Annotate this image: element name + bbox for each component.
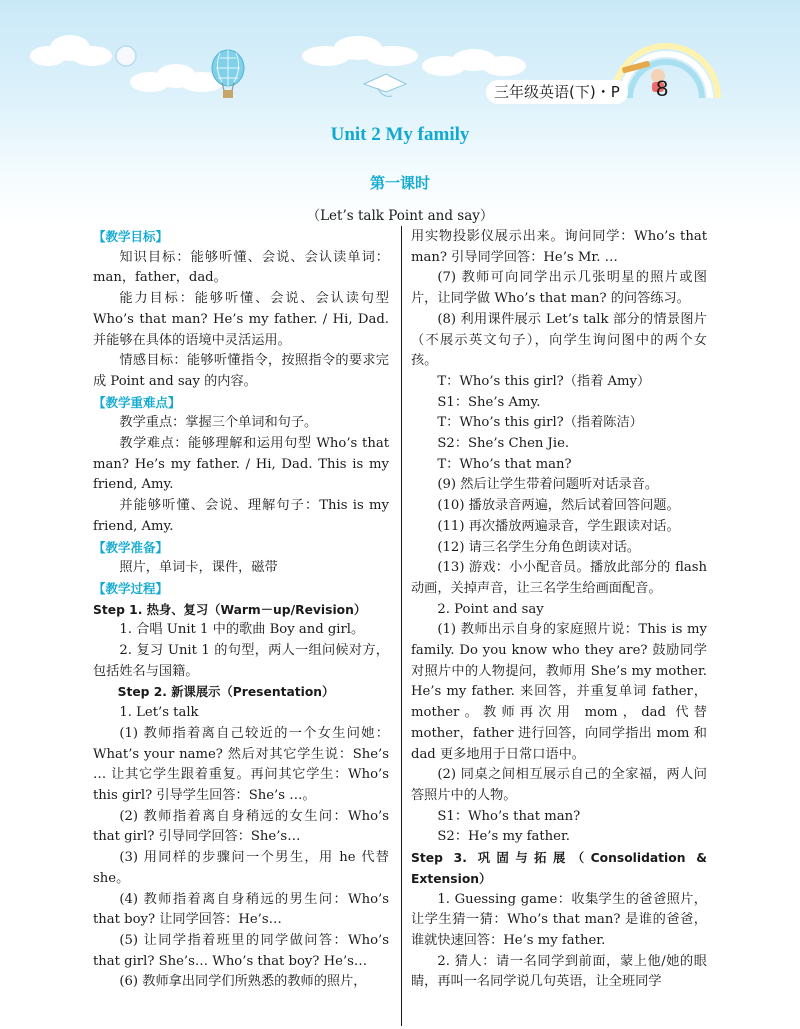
paragraph: S2：She’s Chen Jie. [437,436,570,452]
section-heading: 【教学准备】 [93,539,169,555]
paragraph: S1：She’s Amy. [437,394,541,410]
paragraph: (10) 播放录音两遍，然后试着回答问题。 [437,498,680,514]
paragraph: (5) 让同学指着班里的同学做问答：Who’s that girl? She’s… Who’s that boy? He’s… [93,932,389,969]
paragraph: S1：Who’s that man? [437,808,581,824]
right-column [411,227,707,993]
paragraph: 情感目标：能够听懂指令，按照指令的要求完成 Point and say 的内容。 [93,353,389,389]
lesson-subtitle: （Let’s talk Point and say） [306,208,494,224]
step-heading: Step 2. 新课展示（Presentation） [117,685,335,700]
paragraph: 2. Point and say [437,601,544,617]
paragraph: 教学难点：能够理解和运用句型 Who’s that man? He’s my father. / Hi, Dad. This is my friend, Amy. [93,436,389,493]
paragraph: 用实物投影仪展示出来。询问同学：Who’s that man? 引导同学回答：He’s Mr. … [411,229,707,265]
paragraph: T：Who’s that man? [437,456,572,472]
paragraph: 照片，单词卡，课件，磁带 [119,560,278,576]
lesson-title: 第一课时 [369,174,430,192]
paragraph: (1) 教师指着离自己较近的一个女生问她：What’s your name? 然后对其它学生说：She’s … 让其它学生跟着重复。再问其它学生：Who’s this girl? 引导学生回答：She’s …。 [93,725,389,803]
paragraph: 1. Guessing game：收集学生的爸爸照片，让学生猜一猜：Who’s that man? 是谁的爸爸，谁就快速回答：He’s my father. [411,891,707,948]
paragraph: 并能够听懂、会说、理解句子：This is my friend, Amy. [93,498,389,534]
paragraph: 能力目标：能够听懂、会说、会认读句型 Who’s that man? He’s my father. / Hi, Dad. 并能够在具体的语境中灵活运用。 [93,291,389,348]
cloud-icon [300,36,420,70]
paragraph: (3) 用同样的步骤问一个男生，用 he 代替 she。 [93,850,389,886]
paragraph: (1) 教师出示自身的家庭照片说：This is my family. Do you know who they are? 鼓励同学对照片中的人物提问，教师用 She’s my mother. He’s my father. 来回答，并重复单词 father，mother。教师再次用 mom，dad 代替 mother，father 进行回答，向同学指出 mom 和 dad 更多地用于日常口语中。 [411,622,707,762]
cloud-icon [28,34,118,68]
hot-air-balloon-icon [210,50,246,102]
step-heading: Step 3. 巩固与拓展（Consolidation & Extension） [411,851,707,886]
page-header-tag [486,76,669,104]
section-heading: 【教学过程】 [93,580,169,596]
unit-title: Unit 2 My family [330,124,470,145]
section-heading: 【教学目标】 [93,229,169,244]
column-divider [401,226,402,1026]
paragraph: 1. 合唱 Unit 1 中的歌曲 Boy and girl。 [119,622,365,638]
paragraph: 2. 复习 Unit 1 的句型，两人一组问候对方，包括姓名与国籍。 [93,643,389,679]
book-label: 三年级英语(下)・P [494,83,620,101]
paragraph: T：Who’s this girl?（指着 Amy） [437,373,651,389]
paragraph: (2) 教师指着离自身稍远的女生问：Who’s that girl? 引导同学回答：She’s… [93,808,389,845]
paragraph: (13) 游戏：小小配音员。播放此部分的 flash 动画，关掉声音，让三名学生给画面配音。 [411,560,707,596]
paragraph: (2) 同桌之间相互展示自己的全家福，两人问答照片中的人物。 [411,767,707,803]
paragraph: (7) 教师可向同学出示几张明星的照片或图片，让同学做 Who’s that man? 的问答练习。 [411,270,707,307]
paragraph: 教学重点：掌握三个单词和句子。 [119,415,318,431]
paragraph: (11) 再次播放两遍录音，学生跟读对话。 [437,518,680,534]
paragraph: S2：He’s my father. [437,829,570,845]
page-number: 8 [656,76,669,101]
paragraph: 1. Let’s talk [119,705,199,721]
paragraph: 知识目标：能够听懂、会说、会认读单词：man，father，dad。 [93,249,389,286]
paragraph: (9) 然后让学生带着问题听对话录音。 [437,477,659,493]
kite-icon [360,70,410,100]
paragraph: (12) 请三名学生分角色朗读对话。 [437,539,641,555]
paragraph: (8) 利用课件展示 Let’s talk 部分的情景图片（不展示英文句子），向学生询问图中的两个女孩。 [411,311,707,369]
paragraph: (4) 教师指着离自身稍远的男生问：Who’s that boy? 让同学回答：He’s… [93,891,389,928]
step-heading: Step 1. 热身、复习（Warm－up/Revision） [93,602,367,617]
left-column [93,227,389,993]
cloud-icon [420,48,530,78]
paragraph: 2. 猜人：请一名同学到前面，蒙上他/她的眼睛，再叫一名同学说几句英语，让全班同学 [411,953,707,990]
paragraph: (6) 教师拿出同学们所熟悉的教师的照片， [119,974,367,990]
section-heading: 【教学重难点】 [93,394,181,410]
paragraph: T：Who’s this girl?（指着陈洁） [437,415,643,431]
